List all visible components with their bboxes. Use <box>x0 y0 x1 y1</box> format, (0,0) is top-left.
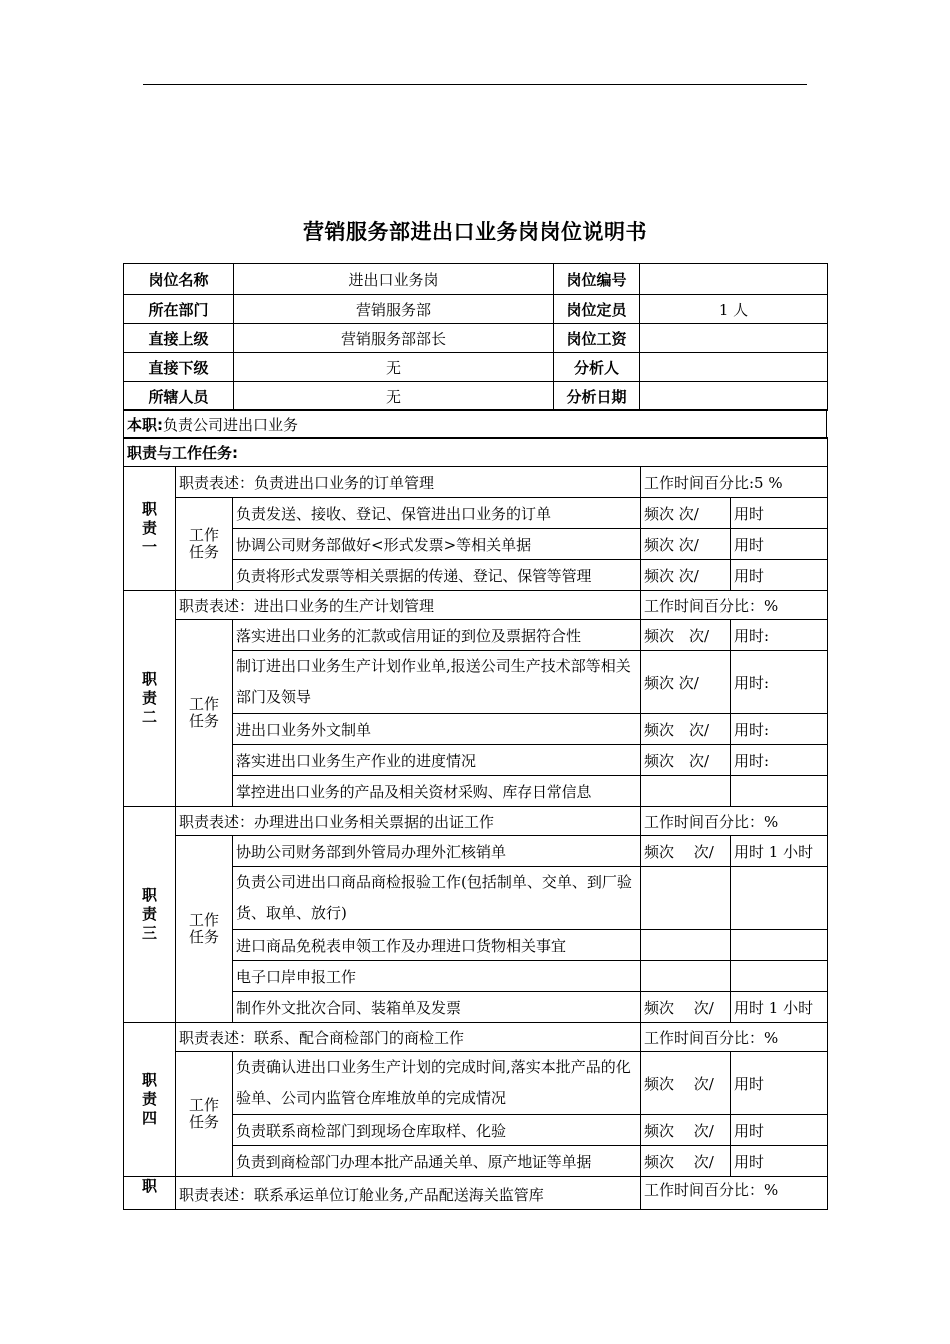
label-staff: 所辖人员 <box>124 382 234 411</box>
duties-table <box>123 437 828 1210</box>
task-text: 负责发送、接收、登记、保管进出口业务的订单 <box>233 498 641 529</box>
info-row-superior <box>124 324 828 353</box>
value-salary <box>640 324 828 353</box>
task-frequency: 频次 次/ <box>641 1052 731 1115</box>
duty5-desc-row <box>124 1177 828 1210</box>
task-time: 用时: <box>731 714 828 745</box>
duty2-desc-row <box>124 591 828 620</box>
work-task-label: 工作 任务 <box>176 620 233 807</box>
task-text: 落实进出口业务的汇款或信用证的到位及票据符合性 <box>233 620 641 651</box>
task-text: 落实进出口业务生产作业的进度情况 <box>233 745 641 776</box>
value-headcount: 1 人 <box>640 295 828 324</box>
value-superior: 营销服务部部长 <box>234 324 554 353</box>
task-text: 负责将形式发票等相关票据的传递、登记、保管等管理 <box>233 560 641 591</box>
task-text: 进出口业务外文制单 <box>233 714 641 745</box>
main-duty-cell <box>124 410 827 439</box>
task-frequency: 频次 次/ <box>641 745 731 776</box>
basic-info-table <box>123 263 828 411</box>
job-description-form <box>123 263 827 1210</box>
duty1-desc-row <box>124 467 828 498</box>
main-duty-table <box>123 409 827 439</box>
label-salary: 岗位工资 <box>554 324 640 353</box>
label-subordinate: 直接下级 <box>124 353 234 382</box>
duty4-description: 职责表述：联系、配合商检部门的商检工作 <box>176 1023 641 1052</box>
duty3-desc-row <box>124 807 828 836</box>
info-row-department <box>124 295 828 324</box>
task-text: 制订进出口业务生产计划作业单,报送公司生产技术部等相关部门及领导 <box>233 651 641 714</box>
task-time: 用时: <box>731 620 828 651</box>
task-time: 用时 <box>731 1115 828 1146</box>
task-frequency <box>641 961 731 992</box>
task-text: 负责到商检部门办理本批产品通关单、原产地证等单据 <box>233 1146 641 1177</box>
label-department: 所在部门 <box>124 295 234 324</box>
value-department: 营销服务部 <box>234 295 554 324</box>
table-row <box>124 498 828 529</box>
task-time: 用时 <box>731 1146 828 1177</box>
duty5-percent: 工作时间百分比：% <box>641 1177 828 1210</box>
task-text: 电子口岸申报工作 <box>233 961 641 992</box>
duty5-label: 职 <box>124 1177 176 1210</box>
header-rule <box>143 84 807 85</box>
label-position-code: 岗位编号 <box>554 264 640 295</box>
value-position-name: 进出口业务岗 <box>234 264 554 295</box>
task-text: 负责联系商检部门到现场仓库取样、化验 <box>233 1115 641 1146</box>
main-duty-label: 本职: <box>127 415 163 434</box>
label-position-name: 岗位名称 <box>124 264 234 295</box>
duty5-description: 职责表述：联系承运单位订舱业务,产品配送海关监管库 <box>176 1177 641 1210</box>
document-title: 营销服务部进出口业务岗岗位说明书 <box>303 220 647 244</box>
work-task-label: 工作 任务 <box>176 498 233 591</box>
task-frequency: 频次 次/ <box>641 992 731 1023</box>
work-task-label: 工作 任务 <box>176 836 233 1023</box>
task-frequency: 频次 次/ <box>641 1146 731 1177</box>
duty2-percent: 工作时间百分比：% <box>641 591 828 620</box>
task-text: 掌控进出口业务的产品及相关资材采购、库存日常信息 <box>233 776 641 807</box>
info-row-position <box>124 264 828 295</box>
task-time: 用时 1 小时 <box>731 992 828 1023</box>
duty1-description: 职责表述：负责进出口业务的订单管理 <box>176 467 641 498</box>
task-time: 用时 1 小时 <box>731 836 828 867</box>
task-frequency: 频次 次/ <box>641 836 731 867</box>
task-time: 用时 <box>731 529 828 560</box>
value-position-code <box>640 264 828 295</box>
task-frequency: 频次 次/ <box>641 620 731 651</box>
task-time: 用时: <box>731 651 828 714</box>
task-time <box>731 961 828 992</box>
task-frequency <box>641 867 731 930</box>
label-headcount: 岗位定员 <box>554 295 640 324</box>
task-frequency: 频次 次/ <box>641 1115 731 1146</box>
task-time <box>731 930 828 961</box>
task-frequency: 频次 次/ <box>641 498 731 529</box>
label-superior: 直接上级 <box>124 324 234 353</box>
duty2-description: 职责表述：进出口业务的生产计划管理 <box>176 591 641 620</box>
duties-header <box>124 438 828 467</box>
value-analysis-date <box>640 382 828 411</box>
value-subordinate: 无 <box>234 353 554 382</box>
info-row-staff <box>124 382 828 411</box>
label-analyst: 分析人 <box>554 353 640 382</box>
duty3-percent: 工作时间百分比：% <box>641 807 828 836</box>
task-frequency <box>641 930 731 961</box>
task-time: 用时 <box>731 498 828 529</box>
task-frequency: 频次 次/ <box>641 529 731 560</box>
task-time: 用时 <box>731 560 828 591</box>
main-duty-text: 负责公司进出口业务 <box>163 415 299 434</box>
table-row <box>124 836 828 867</box>
table-row <box>124 620 828 651</box>
task-frequency: 频次 次/ <box>641 560 731 591</box>
task-text: 协助公司财务部到外管局办理外汇核销单 <box>233 836 641 867</box>
task-text: 负责公司进出口商品商检报验工作(包括制单、交单、到厂验货、取单、放行) <box>233 867 641 930</box>
task-frequency: 频次 次/ <box>641 714 731 745</box>
duty4-desc-row <box>124 1023 828 1052</box>
info-row-subordinate <box>124 353 828 382</box>
table-row <box>124 1052 828 1115</box>
task-text: 负责确认进出口业务生产计划的完成时间,落实本批产品的化验单、公司内监管仓库堆放单的完成情况 <box>233 1052 641 1115</box>
value-staff: 无 <box>234 382 554 411</box>
duty3-description: 职责表述：办理进出口业务相关票据的出证工作 <box>176 807 641 836</box>
task-text: 协调公司财务部做好<形式发票>等相关单据 <box>233 529 641 560</box>
label-analysis-date: 分析日期 <box>554 382 640 411</box>
task-frequency: 频次 次/ <box>641 651 731 714</box>
duty1-percent: 工作时间百分比:5 % <box>641 467 828 498</box>
task-frequency <box>641 776 731 807</box>
task-text: 制作外文批次合同、装箱单及发票 <box>233 992 641 1023</box>
duties-header-label: 职责与工作任务: <box>127 443 238 462</box>
duty1-label: 职 责 一 <box>124 467 176 591</box>
task-time: 用时: <box>731 745 828 776</box>
duty3-label: 职 责 三 <box>124 807 176 1023</box>
task-text: 进口商品免税表申领工作及办理进口货物相关事宜 <box>233 930 641 961</box>
work-task-label: 工作 任务 <box>176 1052 233 1177</box>
value-analyst <box>640 353 828 382</box>
task-time <box>731 776 828 807</box>
task-time <box>731 867 828 930</box>
duty4-label: 职 责 四 <box>124 1023 176 1177</box>
task-time: 用时 <box>731 1052 828 1115</box>
duty2-label: 职 责 二 <box>124 591 176 807</box>
duty4-percent: 工作时间百分比：% <box>641 1023 828 1052</box>
